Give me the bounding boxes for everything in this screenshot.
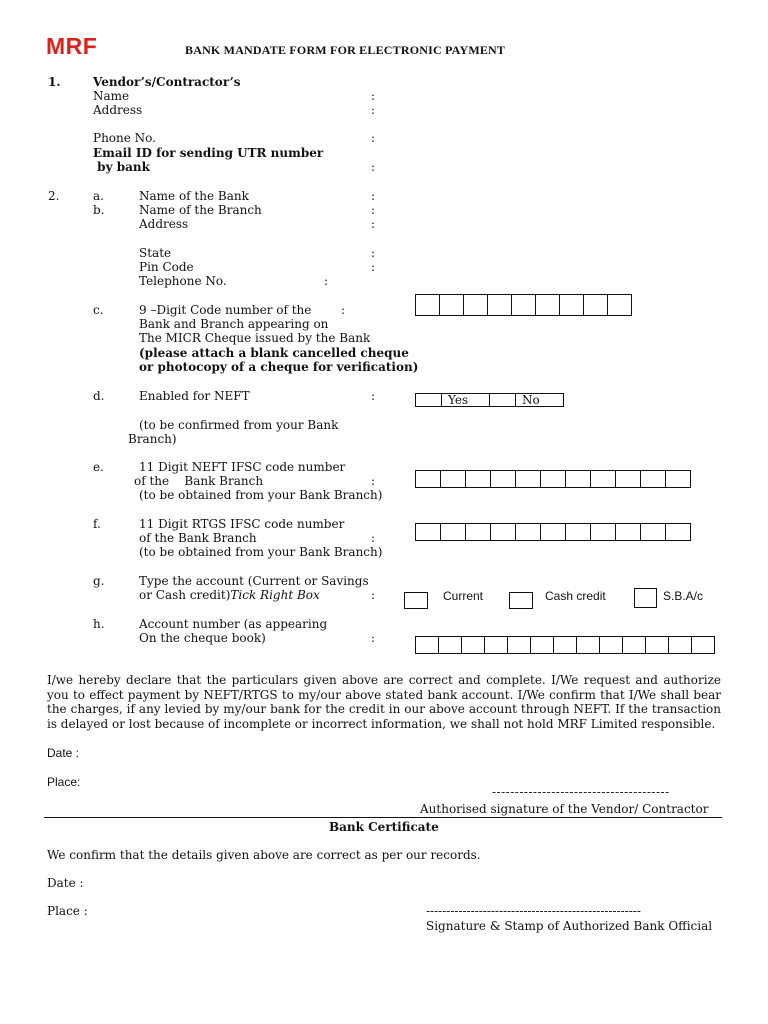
digit-box[interactable] [640,470,666,488]
pin-code-label: Pin Code [139,260,194,274]
colon: : [371,103,376,117]
item-d-letter: d. [93,389,105,403]
digit-box[interactable] [615,470,641,488]
digit-box[interactable] [583,294,608,316]
vendor-signature-label: Authorised signature of the Vendor/ Contractor [420,802,709,816]
digit-box[interactable] [415,470,441,488]
micr-label-2: Bank and Branch appearing on [139,317,329,331]
neft-ifsc-label-1: 11 Digit NEFT IFSC code number [139,460,346,474]
vendor-address-label: Address [93,103,143,117]
digit-box[interactable] [511,294,536,316]
neft-ifsc-boxes[interactable] [415,470,691,488]
bank-signature-label: Signature & Stamp of Authorized Bank Official [426,919,713,933]
digit-box[interactable] [484,636,508,654]
state-label: State [139,246,172,260]
colon: : [371,246,376,260]
item-a-letter: a. [93,189,104,203]
item-e-letter: e. [93,460,104,474]
digit-box[interactable] [415,523,441,541]
item-g-letter: g. [93,574,105,588]
digit-box[interactable] [665,523,691,541]
colon: : [371,588,376,602]
account-number-boxes[interactable] [415,636,715,654]
digit-box[interactable] [415,294,440,316]
yes-option[interactable]: Yes [441,393,490,407]
phone-label: Phone No. [93,131,156,145]
digit-box[interactable] [645,636,669,654]
item-f-letter: f. [93,517,101,531]
digit-box[interactable] [465,470,491,488]
digit-box[interactable] [590,523,616,541]
section-1-heading: Vendor’s/Contractor’s [93,75,241,89]
colon: : [371,531,376,545]
digit-box[interactable] [515,470,541,488]
vendor-place-label: Place: [47,775,81,789]
item-h-letter: h. [93,617,105,631]
digit-box[interactable] [576,636,600,654]
sb-account-option-label: S.B.A/c [663,589,704,603]
no-tick-box[interactable] [489,393,516,407]
neft-note-1: (to be confirmed from your Bank [139,418,339,432]
colon: : [371,131,376,145]
digit-box[interactable] [490,470,516,488]
digit-box[interactable] [490,523,516,541]
digit-box[interactable] [565,523,591,541]
cash-credit-option-label: Cash credit [545,589,606,603]
form-title: BANK MANDATE FORM FOR ELECTRONIC PAYMENT [185,43,506,57]
section-divider [44,817,722,818]
branch-name-label: Name of the Branch [139,203,262,217]
micr-label-3: The MICR Cheque issued by the Bank [139,331,371,345]
item-c-letter: c. [93,303,104,317]
bank-name-label: Name of the Bank [139,189,249,203]
bank-certificate-text: We confirm that the details given above are correct as per our records. [47,848,481,862]
colon: : [371,474,376,488]
yes-tick-box[interactable] [415,393,442,407]
telephone-label: Telephone No. [139,274,227,288]
digit-box[interactable] [439,294,464,316]
digit-box[interactable] [507,636,531,654]
micr-note-2: or photocopy of a cheque for verification) [139,360,419,374]
digit-box[interactable] [691,636,715,654]
bank-date-label: Date : [47,876,84,890]
digit-box[interactable] [559,294,584,316]
colon: : [371,389,376,403]
account-type-label-plain: or Cash credit) [139,588,231,602]
digit-box[interactable] [599,636,623,654]
bank-signature-line: ----------------------------------------------------- [426,904,641,918]
current-option-label: Current [443,589,484,603]
digit-box[interactable] [440,523,466,541]
colon: : [371,260,376,274]
micr-code-boxes[interactable] [415,294,632,316]
bank-certificate-heading: Bank Certificate [329,820,439,834]
no-option[interactable]: No [515,393,564,407]
digit-box[interactable] [463,294,488,316]
neft-enabled-label: Enabled for NEFT [139,389,250,403]
digit-box[interactable] [640,523,666,541]
digit-box[interactable] [590,470,616,488]
cash-credit-checkbox[interactable] [509,592,533,609]
micr-note-1: (please attach a blank cancelled cheque [139,346,409,360]
neft-ifsc-note: (to be obtained from your Bank Branch) [139,488,383,502]
digit-box[interactable] [622,636,646,654]
account-number-label-2: On the cheque book) [139,631,266,645]
colon: : [371,203,376,217]
digit-box[interactable] [440,470,466,488]
colon: : [371,631,376,645]
digit-box[interactable] [553,636,577,654]
digit-box[interactable] [415,636,439,654]
digit-box[interactable] [540,470,566,488]
colon: : [371,189,376,203]
digit-box[interactable] [487,294,512,316]
digit-box[interactable] [565,470,591,488]
email-label: Email ID for sending UTR number [93,146,324,160]
sb-account-checkbox[interactable] [634,588,657,608]
tick-right-box-hint: Tick Right Box [230,588,320,602]
digit-box[interactable] [607,294,632,316]
digit-box[interactable] [535,294,560,316]
digit-box[interactable] [465,523,491,541]
digit-box[interactable] [665,470,691,488]
digit-box[interactable] [668,636,692,654]
section-1-number: 1. [48,75,61,89]
section-2-number: 2. [48,189,60,203]
digit-box[interactable] [530,636,554,654]
digit-box[interactable] [438,636,462,654]
digit-box[interactable] [615,523,641,541]
rtgs-ifsc-label-1: 11 Digit RTGS IFSC code number [139,517,345,531]
declaration-text: I/we hereby declare that the particulars given above are correct and complete. I/We request and authorize you to effect payment by NEFT/RTGS to my/our above stated bank account. I/We confirm that I/We shall bear the charges, if any levied by my/our bank for the credit in our above account through NEFT. If the transaction is delayed or lost because of incomplete or incorrect information, we shall not hold MRF Limited responsible. [47,673,721,731]
bank-place-label: Place : [47,904,88,918]
colon: : [371,217,376,231]
vendor-date-label: Date : [47,746,80,760]
account-type-label-1: Type the account (Current or Savings [139,574,369,588]
account-type-label-2 [139,588,320,602]
account-number-label-1: Account number (as appearing [139,617,328,631]
colon: : [371,160,376,174]
neft-ifsc-label-2: of the Bank Branch [134,474,264,488]
digit-box[interactable] [540,523,566,541]
item-b-letter: b. [93,203,105,217]
rtgs-ifsc-note: (to be obtained from your Bank Branch) [139,545,383,559]
vendor-signature-line: --------------------------------------- [492,785,670,799]
digit-box[interactable] [515,523,541,541]
current-checkbox[interactable] [404,592,428,609]
neft-yes-no [415,393,564,407]
digit-box[interactable] [461,636,485,654]
rtgs-ifsc-boxes[interactable] [415,523,691,541]
rtgs-ifsc-label-2: of the Bank Branch [139,531,257,545]
colon: : [341,303,346,317]
vendor-name-label: Name [93,89,130,103]
colon: : [371,89,376,103]
colon: : [324,274,329,288]
mrf-logo: MRF [46,33,98,59]
micr-label-1: 9 –Digit Code number of the [139,303,312,317]
email-label-cont: by bank [93,160,150,174]
neft-note-2: Branch) [128,432,177,446]
branch-address-label: Address [139,217,189,231]
